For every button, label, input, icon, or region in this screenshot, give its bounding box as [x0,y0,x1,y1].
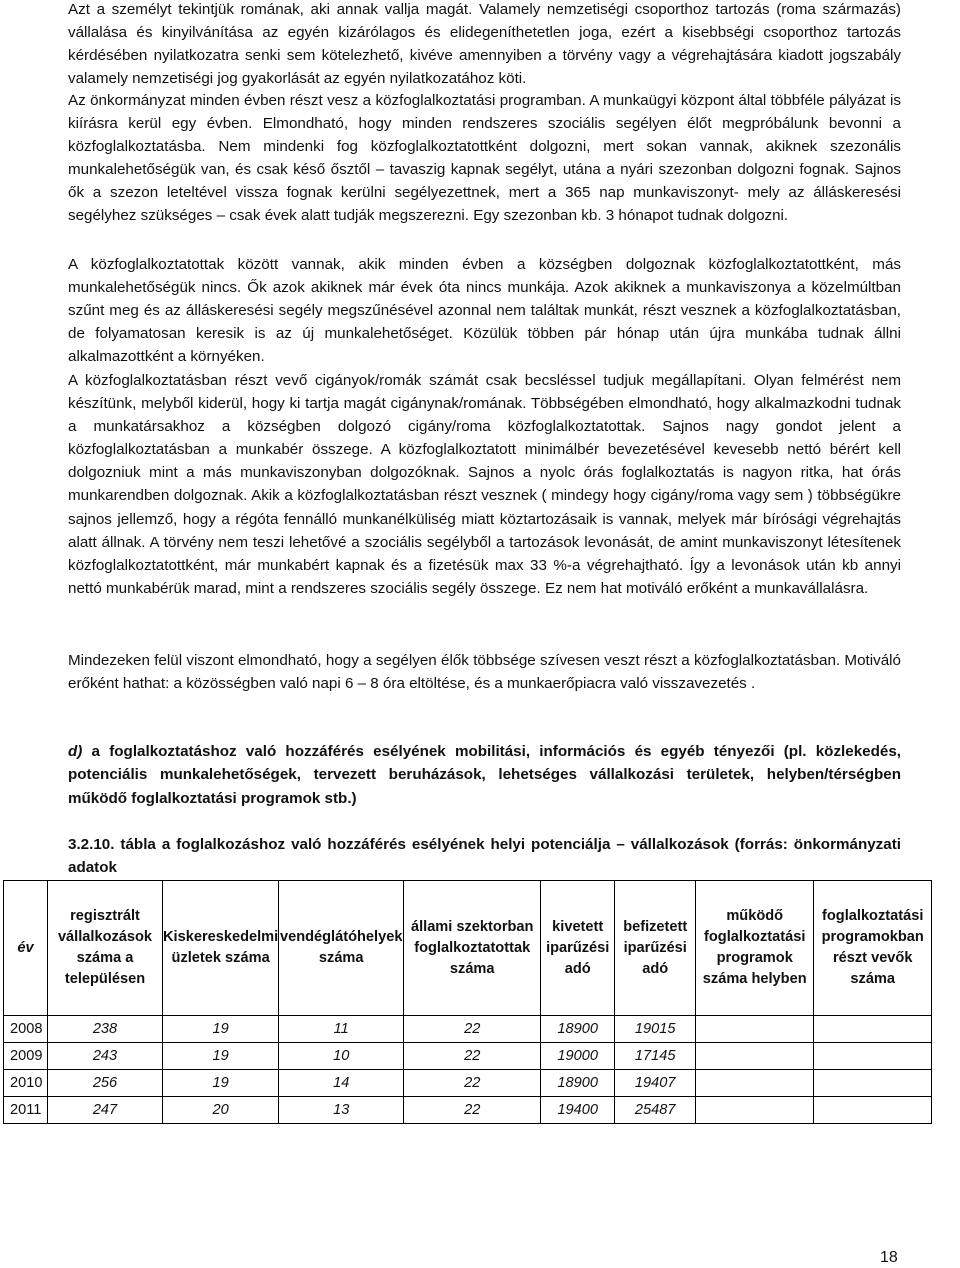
cell-registered-enterprises: 247 [48,1097,163,1124]
paragraph-motivation: Mindezeken felül viszont elmondható, hogy a segélyen élők többsége szívesen veszt részt a közfoglalkoztatásban. Motiváló erőként hathat: a közösségben való napi 6 – 8 óra eltöltése, és a munkaerőpiacra való visszavezetés . [68,652,901,693]
cell-paid-business-tax: 19407 [615,1070,696,1097]
section-heading-d [68,740,901,810]
cell-year: 2009 [4,1043,48,1070]
paragraph-roma-participation: A közfoglalkoztatásban részt vevő cigányok/romák számát csak becsléssel tudjuk megállapítani. Olyan felmérést nem készítünk, melyből kiderül, hogy ki tartja magát cigánynak/romának. Többségében elmondható, hogy alkalmazkodni tudnak a munkatársakhoz a községben dolgozó cigány/roma közfoglalkoztatottak. Sajnos nagy gondot jelent a közfoglalkoztatásban a munkabér összege. A közfoglalkoztatott minimálbér bevezetésével kevesebb nettó bérért kell dolgozniuk mint a más munkaviszonyban dolgozóknak. Sajnos a nyolc órás foglalkoztatás is nagyon ritka, hat órás munkarendben dolgoznak. Akik a közfoglalkoztatásban részt vesznek ( mindegy hogy cigány/roma vagy sem ) többségükre sajnos jellemző, hogy a régóta fennálló munkanélküliség miatt köztartozásaik is vannak, melyek már bírósági végrehajtás alatt állnak. A törvény nem teszi lehetővé a szociális segélyből a tartozások levonását, de amint munkaviszonyt létesítenek közfoglalkoztatottként, már munkabért kapnak és a fizetésük max 33 %-a végrehajtható. Így a levonások után kb annyi nettó munkabérük marad, mint a rendszeres szociális segély összege. Ez nem hat motiváló erőként a munkavállalásra. [68,372,901,597]
cell-local-programs [696,1016,814,1043]
cell-public-sector-employees: 22 [404,1016,541,1043]
header-paid-business-tax: befizetett iparűzési adó [615,881,696,1016]
table-caption: 3.2.10. tábla a foglalkozáshoz való hozzáférés esélyének helyi potenciálja – vállalkozások (forrás: önkormányzati adatok [68,836,901,877]
cell-hospitality-venues: 11 [279,1016,404,1043]
cell-public-sector-employees: 22 [404,1070,541,1097]
cell-registered-enterprises: 243 [48,1043,163,1070]
enterprises-table [3,880,932,1124]
cell-hospitality-venues: 13 [279,1097,404,1124]
cell-assessed-business-tax: 19400 [541,1097,615,1124]
cell-hospitality-venues: 10 [279,1043,404,1070]
paragraph-public-workers: A közfoglalkoztatottak között vannak, akik minden évben a községben dolgoznak közfoglalkoztatottként, más munkalehetőségük nincs. Ők azok akiknek már évek óta nincs munkája. Azok akiknek a munkaviszonya a közelmúltban szűnt meg és az álláskeresési segély megszűnésével azonnal nem találtak munkát, részt vesznek a közfoglalkoztatásban, de folyamatosan keresik is az új munkalehetőséget. Közülük többen pár hónap után újra munkába tudnak állni alkalmazottként a környéken. [68,256,901,366]
table-row [4,1070,932,1097]
table-header-row [4,881,932,1016]
cell-local-programs [696,1043,814,1070]
cell-program-participants [814,1070,932,1097]
cell-year: 2010 [4,1070,48,1097]
header-public-sector-employees: állami szektorban foglalkoztatottak száma [404,881,541,1016]
cell-public-sector-employees: 22 [404,1043,541,1070]
cell-year: 2008 [4,1016,48,1043]
table-row [4,1016,932,1043]
cell-local-programs [696,1070,814,1097]
header-hospitality-venues: vendéglátóhelyek száma [279,881,404,1016]
header-assessed-business-tax: kivetett iparűzési adó [541,881,615,1016]
cell-retail-shops: 19 [163,1043,279,1070]
cell-assessed-business-tax: 18900 [541,1016,615,1043]
cell-public-sector-employees: 22 [404,1097,541,1124]
cell-year: 2011 [4,1097,48,1124]
header-registered-enterprises: regisztrált vállalkozások száma a településen [48,881,163,1016]
cell-paid-business-tax: 17145 [615,1043,696,1070]
cell-hospitality-venues: 14 [279,1070,404,1097]
cell-registered-enterprises: 238 [48,1016,163,1043]
table-row [4,1097,932,1124]
section-letter: d) [68,743,83,760]
paragraph-public-work-program: Az önkormányzat minden évben részt vesz a közfoglalkoztatási programban. A munkaügyi központ által többféle pályázat is kiírásra kerül egy évben. Elmondható, hogy minden rendszeres szociális segélyen élőt megpróbálunk bevonni a közfoglalkoztatásba. Nem mindenki fog közfoglalkoztatottként dolgozni, mert sokan vannak, akiknek szezonális munkalehetőségük van, és csak késő ősztől – tavaszig kapnak segélyt, utána a nyári szezonban dolgozni fognak. Sajnos ők a szezon leteltével vissza fognak kerülni segélyezettnek, mert a 365 nap munkaviszonyt- mely az álláskeresési segélyhez szükséges – csak évek alatt tudják megszerezni. Egy szezonban kb. 3 hónapot tudnak dolgozni. [68,92,901,225]
cell-assessed-business-tax: 19000 [541,1043,615,1070]
cell-paid-business-tax: 19015 [615,1016,696,1043]
header-local-programs: működő foglalkoztatási programok száma helyben [696,881,814,1016]
header-year: év [4,881,48,1016]
cell-assessed-business-tax: 18900 [541,1070,615,1097]
cell-paid-business-tax: 25487 [615,1097,696,1124]
table-row [4,1043,932,1070]
header-program-participants: foglalkoztatási programokban részt vevők száma [814,881,932,1016]
page-number: 18 [880,1249,898,1266]
cell-program-participants [814,1043,932,1070]
cell-retail-shops: 19 [163,1070,279,1097]
cell-retail-shops: 20 [163,1097,279,1124]
section-heading-text: a foglalkoztatáshoz való hozzáférés esélyének mobilitási, információs és egyéb tényezői (pl. közlekedés, potenciális munkalehetőségek, tervezett beruházások, lehetséges vállalkozási területek, helyben/térségben működő foglalkoztatási programok stb.) [68,743,901,807]
paragraph-roma-definition: Azt a személyt tekintjük romának, aki annak vallja magát. Valamely nemzetiségi csoporthoz tartozás (roma származás) vállalása és kinyilvánítása az egyén kizárólagos és elidegeníthetetlen joga, ezért a kisebbségi csoporthoz tartozás kérdésében nyilatkozatra senki sem kötelezhető, kivéve amennyiben a törvény vagy a végrehajtására kiadott jogszabály valamely nemzetiségi jog gyakorlását az egyén nyilatkozatához köti. [68,1,901,88]
cell-program-participants [814,1016,932,1043]
cell-program-participants [814,1097,932,1124]
cell-registered-enterprises: 256 [48,1070,163,1097]
cell-retail-shops: 19 [163,1016,279,1043]
cell-local-programs [696,1097,814,1124]
header-retail-shops: Kiskereskedelmi üzletek száma [163,881,279,1016]
